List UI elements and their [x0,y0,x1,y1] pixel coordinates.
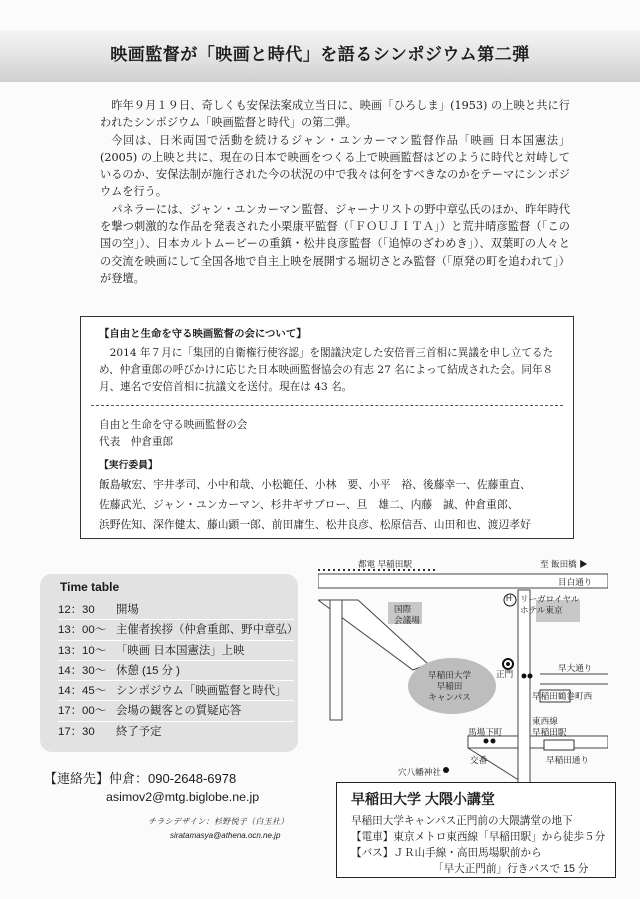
association-description: 2014 年７月に「集団的自衛権行使容認」を閣議決定した安倍晋三首相に異議を申し立てるため、仲倉重郎の呼びかけに応じた日本映画監督協会の有志 27 名によって結成された会。同年８月、連名で安倍首相に抗議文を送付。現在は 43 名。 [99,347,554,393]
timetable-time: 12：30 [58,604,107,616]
timetable-event: 休憩 (15 分 ) [116,664,180,677]
page-title: 映画監督が「映画と時代」を語るシンポジウム第二弾 [110,45,530,65]
members-line: 佐藤武光、ジャン・ユンカーマン、杉井ギサブロー、旦 雄二、内藤 誠、仲倉重郎、 [99,498,519,511]
timetable-time: 14：45～ [58,685,107,698]
bus-stop-dot [491,739,496,744]
venue-train: 【電車】東京メトロ東西線「早稲田駅」から徒歩５分 [351,831,606,843]
timetable-event: 終了予定 [116,725,162,738]
timetable-time: 14：30～ [58,664,107,677]
timetable-heading: Time table [60,580,120,594]
timetable-time: 13：00～ [58,624,107,637]
timetable-event: 「映画 日本国憲法」上映 [116,644,245,657]
right-road [518,590,530,790]
map-label-iidabashi: 至 飯田橋 ▶ [540,559,588,569]
timetable-event: シンポジウム「映画監督と時代」 [116,685,287,698]
venue-title: 早稲田大学 大隈小講堂 [351,791,495,807]
map-label-koban: 交番 [470,755,488,765]
association-heading: 【自由と生命を守る映画監督の会について】 [99,328,307,340]
map-label-seimon: 正門 [496,669,514,679]
map-label-waseda-dori: 早稲田通り [546,755,589,765]
contact-phone: 【連絡先】仲倉：090-2648-6978 [44,771,237,786]
timetable-row [58,722,294,742]
map-label-sodai: 早大通り [558,663,593,673]
association-box [80,316,574,539]
intro-paragraph-2: 今回は、日米両国で活動を続けるジャン・ユンカーマン監督作品「映画 日本国憲法」(2005) の上映と共に、現在の日本で映画をつくる上で映画監督はどのように時代と対峙しているのか、安保法制が施行された今の状況の中で我々は何をすべきなのかをテーマにシンポジウムを行う。 [100,133,570,199]
members-heading: 【実行委員】 [99,460,158,471]
intro-paragraph-3: パネラーには、ジャン・ユンカーマン監督、ジャーナリストの野中章弘氏のほか、昨年時代を撃つ刺激的な作品を発表された小栗康平監督（「ＦＯＵＪＩＴＡ」）と荒井晴彦監督（「この国の空」）、日本カルトムービーの重鎮・松井良彦監督（「追悼のざわめき」）、双葉町の人々との交流を映画にして全国各地で自主上映を展開する堀切さとみ監督（「原発の町を追われて」）が登壇。 [100,202,570,285]
hotel-h-icon: H [506,594,512,603]
timetable-event: 主催者挨拶（仲倉重郎、野中章弘） [116,624,299,637]
shrine-dot [443,767,449,773]
map-label-babashita: 馬場下町 [468,727,503,737]
map-label-campus: 早稲田大学 早稲田 キャンパス [428,670,471,702]
timetable-list [58,600,299,742]
intro-text [100,97,570,287]
tozai-station-box [544,740,574,750]
venue-box [336,782,616,878]
timetable-time: 13：10～ [58,644,107,657]
access-map [318,556,608,806]
map-label-hotel: リーガロイヤル ホテル東京 [520,594,580,615]
association-name: 自由と生命を守る映画監督の会 [99,419,248,431]
association-representative: 代表 仲倉重郎 [99,436,174,448]
venue-marker-dot [506,662,510,666]
timetable-row [58,620,299,640]
contact-email[interactable]: asimov2@mtg.biglobe.ne.jp [106,790,260,804]
timetable-row [58,641,294,661]
bus-stop-dot [484,739,489,744]
map-label-kokusai: 国際 会議場 [394,604,420,625]
venue-bus: 【バス】ＪＲ山手線・高田馬場駅前から [351,847,542,859]
dashed-divider [91,405,563,406]
venue-description: 早稲田大学キャンパス正門前の大隈講堂の地下 [351,815,573,827]
design-credit: チラシデザイン：杉野悦子（白玉社） [148,817,289,826]
left-road [330,600,342,720]
map-label-anahachiman: 穴八幡神社 [398,767,441,777]
timetable-row [58,701,294,721]
timetable-row [58,661,294,681]
association-signature [99,417,247,451]
members-line: 浜野佐知、深作健太、藤山顕一郎、前田庸生、松井良彦、松原信吾、山田和也、渡辺孝好 [99,518,531,531]
timetable-row [58,600,294,620]
bus-stop-dot [528,674,533,679]
map-label-toden: 都電 早稲田駅 [358,559,412,569]
map-label-tozai: 東西線 早稲田駅 [532,716,567,737]
map-label-mejiro: 目白通り [558,577,593,587]
intro-paragraph-1: 昨年９月１９日、奇しくも安保法案成立当日に、映画「ひろしま」(1953) の上映と共に行われたシンポジウム「映画監督と時代」の第二弾。 [100,99,570,130]
design-email[interactable]: siratamasya@athena.ocn.ne.jp [170,831,281,840]
map-label-tsurumaki: 早稲田鶴巻町西 [532,691,593,701]
timetable-event: 開場 [116,604,139,616]
timetable-time: 17：30 [58,725,107,738]
bus-stop-dot [522,674,527,679]
members-list [99,475,569,535]
members-line: 飯島敏宏、宇井孝司、小中和哉、小松範任、小林 要、小平 裕、後藤幸一、佐藤重直、 [99,478,531,491]
timetable-row [58,681,294,701]
timetable-time: 17：00～ [58,705,107,718]
venue-bus-detail: 「早大正門前」行きバスで 15 分 [433,863,589,875]
timetable-event: 会場の観客との質疑応答 [116,705,242,718]
